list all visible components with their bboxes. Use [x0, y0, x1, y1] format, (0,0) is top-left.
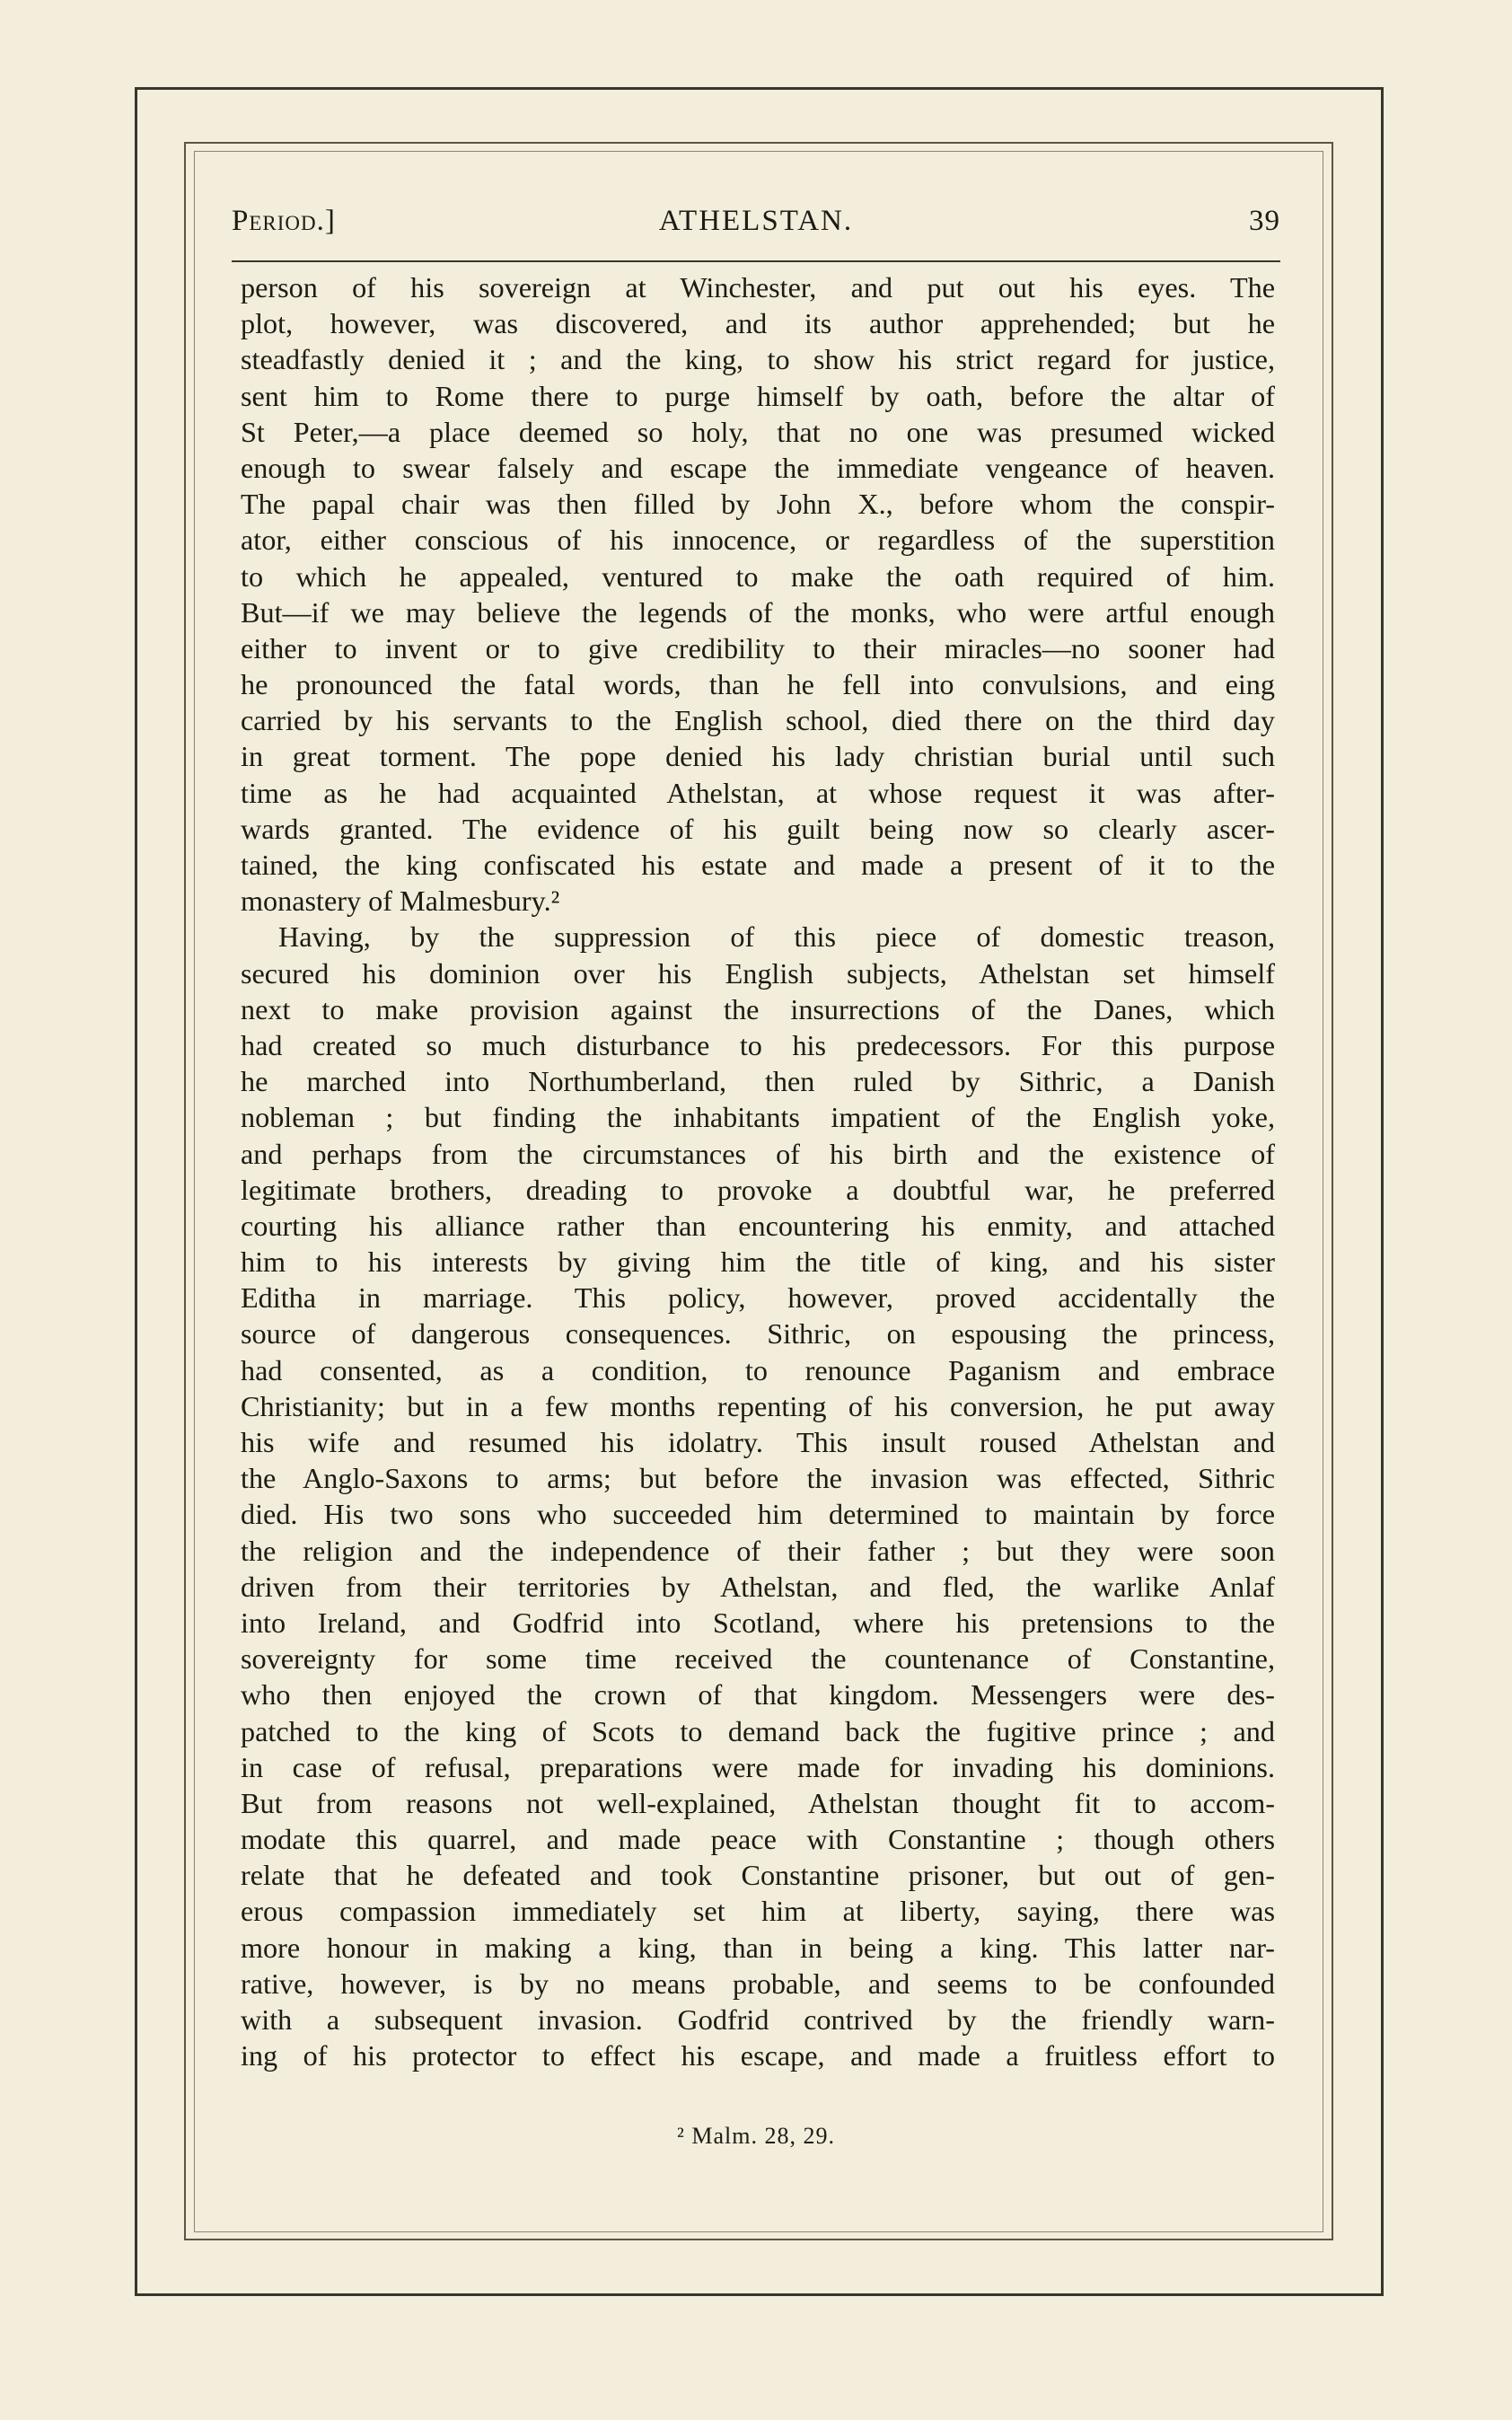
header-rule	[232, 260, 1280, 262]
text-line: nobleman ; but finding the inhabitants impatient of the English yoke,	[241, 1101, 1275, 1134]
text-line: the Anglo-Saxons to arms; but before the invasion was effected, Sithric	[241, 1462, 1275, 1495]
text-line: died. His two sons who succeeded him determined to maintain by force	[241, 1498, 1275, 1531]
running-head	[232, 205, 1280, 250]
text-line: The papal chair was then filled by John X., before whom the conspir-	[241, 488, 1275, 521]
text-line: ing of his protector to effect his escape, and made a fruitless effort to	[241, 2039, 1275, 2072]
text-line: relate that he defeated and took Constantine prisoner, but out of gen-	[241, 1859, 1275, 1892]
running-head-period: Period.]	[232, 205, 336, 237]
text-line: erous compassion immediately set him at liberty, saying, there was	[241, 1895, 1275, 1928]
text-line: wards granted. The evidence of his guilt being now so clearly ascer-	[241, 812, 1275, 845]
text-line: next to make provision against the insurrections of the Danes, which	[241, 992, 1275, 1025]
text-line: driven from their territories by Athelstan, and fled, the warlike Anlaf	[241, 1570, 1275, 1603]
text-line: either to invent or to give credibility to their miracles—no sooner had	[241, 631, 1275, 664]
text-line: St Peter,—a place deemed so holy, that no one was presumed wicked	[241, 415, 1275, 448]
text-line: monastery of Malmesbury.²	[241, 884, 560, 918]
text-line: in great torment. The pope denied his lady christian burial until such	[241, 740, 1275, 773]
running-head-title: ATHELSTAN.	[658, 205, 854, 237]
text-line: plot, however, was discovered, and its author apprehended; but he	[241, 307, 1275, 340]
text-line: had created so much disturbance to his predecessors. For this purpose	[241, 1028, 1275, 1061]
text-line: patched to the king of Scots to demand back the fugitive prince ; and	[241, 1714, 1275, 1747]
text-line: legitimate brothers, dreading to provoke a doubtful war, he preferred	[241, 1173, 1275, 1206]
text-line: modate this quarrel, and made peace with Constantine ; though others	[241, 1823, 1275, 1856]
text-line: But from reasons not well-explained, Athelstan thought fit to accom-	[241, 1786, 1275, 1819]
text-line: Having, by the suppression of this piece of domestic treason,	[278, 920, 1275, 954]
text-line: ator, either conscious of his innocence, or regardless of the superstition	[241, 524, 1275, 557]
text-line: who then enjoyed the crown of that kingdom. Messengers were des-	[241, 1678, 1275, 1712]
text-line: into Ireland, and Godfrid into Scotland, where his pretensions to the	[241, 1606, 1275, 1639]
text-line: he pronounced the fatal words, than he fell into convulsions, and eing	[241, 668, 1275, 701]
text-line: courting his alliance rather than encountering his enmity, and attached	[241, 1209, 1275, 1242]
text-line: more honour in making a king, than in being a king. This latter nar-	[241, 1931, 1275, 1964]
text-line: rative, however, is by no means probable, and seems to be confounded	[241, 1967, 1275, 2000]
text-line: his wife and resumed his idolatry. This insult roused Athelstan and	[241, 1426, 1275, 1458]
page-number: 39	[1249, 205, 1280, 237]
text-line: tained, the king confiscated his estate and made a present of it to the	[241, 849, 1275, 881]
text-line: had consented, as a condition, to renounce Paganism and embrace	[241, 1353, 1275, 1386]
text-line: time as he had acquainted Athelstan, at whose request it was after-	[241, 776, 1275, 809]
text-line: Editha in marriage. This policy, however, proved accidentally the	[241, 1281, 1275, 1315]
text-line: him to his interests by giving him the title of king, and his sister	[241, 1245, 1275, 1279]
text-line: secured his dominion over his English subjects, Athelstan set himself	[241, 956, 1275, 990]
footnote: ² Malm. 28, 29.	[677, 2123, 835, 2149]
text-line: sovereignty for some time received the countenance of Constantine,	[241, 1642, 1275, 1676]
text-line: he marched into Northumberland, then ruled by Sithric, a Danish	[241, 1065, 1275, 1098]
text-line: source of dangerous consequences. Sithric, on espousing the princess,	[241, 1317, 1275, 1351]
text-line: carried by his servants to the English school, died there on the third day	[241, 704, 1275, 737]
text-line: and perhaps from the circumstances of his birth and the existence of	[241, 1137, 1275, 1170]
text-line: in case of refusal, preparations were made for invading his dominions.	[241, 1750, 1275, 1783]
text-line: enough to swear falsely and escape the immediate vengeance of heaven.	[241, 451, 1275, 484]
text-line: the religion and the independence of their father ; but they were soon	[241, 1534, 1275, 1567]
text-line: with a subsequent invasion. Godfrid contrived by the friendly warn-	[241, 2003, 1275, 2036]
text-line: steadfastly denied it ; and the king, to show his strict regard for justice,	[241, 343, 1275, 376]
body-text	[241, 269, 1275, 2110]
text-line: to which he appealed, ventured to make the oath required of him.	[241, 559, 1275, 593]
text-line: person of his sovereign at Winchester, and put out his eyes. The	[241, 271, 1275, 304]
text-line: sent him to Rome there to purge himself by oath, before the altar of	[241, 379, 1275, 412]
text-line: Christianity; but in a few months repenting of his conversion, he put away	[241, 1389, 1275, 1422]
text-line	[241, 2073, 1275, 2109]
text-line: But—if we may believe the legends of the monks, who were artful enough	[241, 595, 1275, 629]
